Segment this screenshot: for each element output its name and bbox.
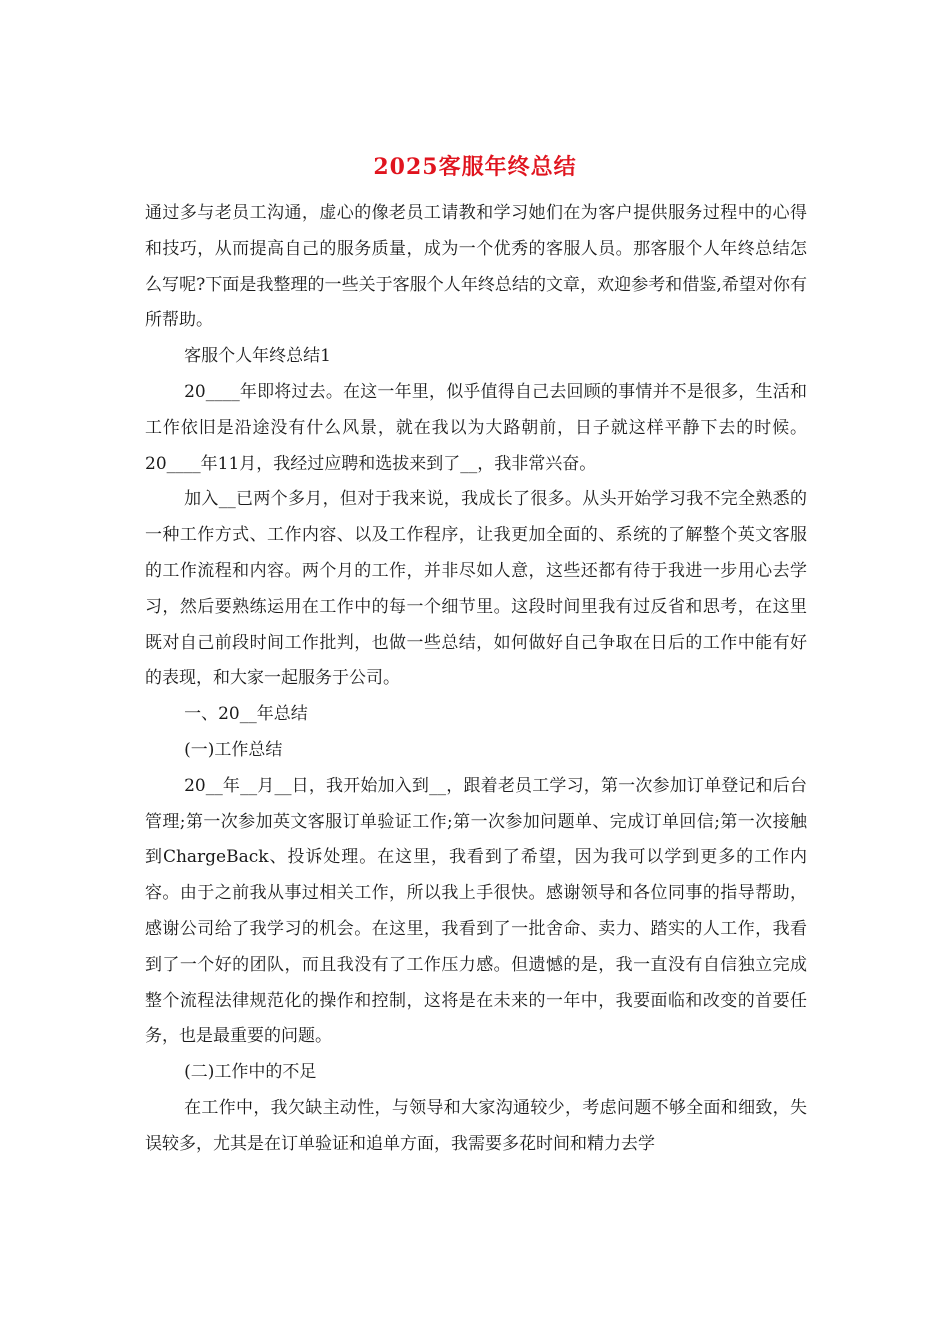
subsection-heading: (二)工作中的不足 <box>184 1062 317 1083</box>
intro-paragraph: 通过多与老员工沟通，虚心的像老员工请教和学习她们在为客户提供服务过程中的心得和技巧，从而提高自己的服务质量，成为一个优秀的客服人员。那客服个人年终总结怎么写呢?下面是我整理的一些关于客服个人年终总结的文章，欢迎参考和借鉴,希望对你有所帮助。 <box>145 203 807 331</box>
body-paragraph: 在工作中，我欠缺主动性，与领导和大家沟通较少，考虑问题不够全面和细致，失误较多，尤其是在订单验证和追单方面，我需要多花时间和精力去学 <box>145 1097 807 1154</box>
section-heading: 一、20__年总结 <box>184 704 308 725</box>
body-paragraph: 加入__已两个多月，但对于我来说，我成长了很多。从头开始学习我不完全熟悉的一种工作方式、工作内容、以及工作程序，让我更加全面的、系统的了解整个英文客服的工作流程和内容。两个月的工作，并非尽如人意，这些还都有待于我进一步用心去学习，然后要熟练运用在工作中的每一个细节里。这段时间里我有过反省和思考，在这里既对自己前段时间工作批判，也做一些总结，如何做好自己争取在日后的工作中能有好的表现，和大家一起服务于公司。 <box>145 489 807 689</box>
document-title: 2025客服年终总结 <box>373 154 577 180</box>
subsection-heading: (一)工作总结 <box>184 739 283 760</box>
body-paragraph: 20__年__月__日，我开始加入到__，跟着老员工学习，第一次参加订单登记和后台管理;第一次参加英文客服订单验证工作;第一次参加问题单、完成订单回信;第一次接触到ChargeBack、投诉处理。在这里，我看到了希望，因为我可以学到更多的工作内容。由于之前我从事过相关工作，所以我上手很快。感谢领导和各位同事的指导帮助，感谢公司给了我学习的机会。在这里，我看到了一批舍命、卖力、踏实的人工作，我看到了一个好的团队，而且我没有了工作压力感。但遗憾的是，我一直没有自信独立完成整个流程法律规范化的操作和控制，这将是在未来的一年中，我要面临和改变的首要任务，也是最重要的问题。 <box>145 775 807 1047</box>
body-paragraph: 20____年即将过去。在这一年里，似乎值得自己去回顾的事情并不是很多，生活和工作依旧是沿途没有什么风景，就在我以为大路朝前，日子就这样平静下去的时候。20____年11月，我经过应聘和选拔来到了__，我非常兴奋。 <box>145 381 807 474</box>
document-body <box>145 196 807 1163</box>
section-heading: 客服个人年终总结1 <box>184 346 331 367</box>
